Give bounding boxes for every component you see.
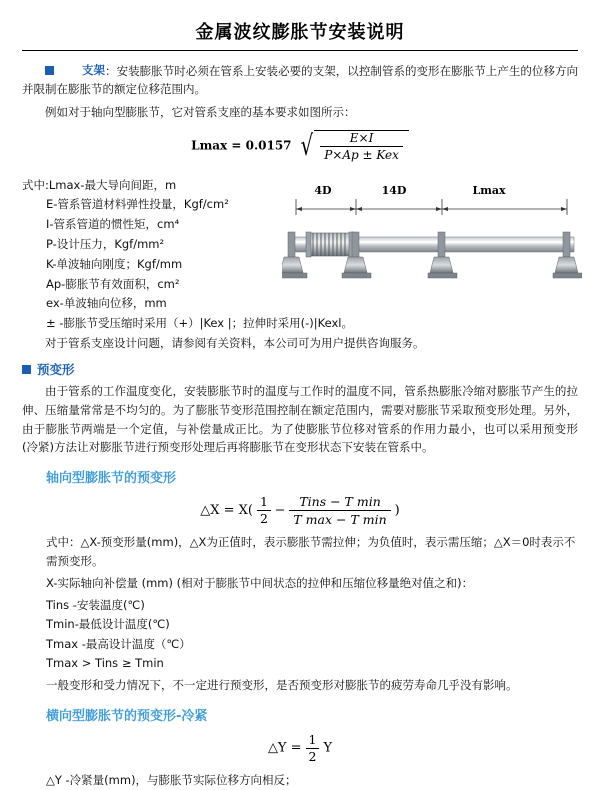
support-section-para1: 安装膨胀节时必须在管系上安装必要的支架，以控制管系的变形在膨胀节上产生的位移方向并限制在膨胀节的额定位移范围内。 bbox=[22, 63, 579, 97]
axial-note-6: 一般变形和受力情况下，不一定进行预变形，是否预变形对膨胀节的疲劳寿命几乎没有影响。 bbox=[46, 677, 518, 692]
support-section-intro: 支架 ：安装膨胀节时必须在管系上安装必要的支架，以控制管系的变形在膨胀节上产生的位移方向并限制在膨胀节的额定位移范围内。 bbox=[22, 63, 579, 97]
lmax-formula bbox=[22, 130, 578, 162]
axial-eq-minus: − bbox=[274, 501, 286, 517]
list-item: P-设计压力，Kgf/mm² bbox=[46, 236, 165, 251]
lateral-eq-lhs: △Y = bbox=[267, 740, 302, 756]
lateral-eq-rhs: Y bbox=[323, 740, 333, 756]
list-item: K-单波轴向刚度；Kgf/mm bbox=[46, 256, 183, 271]
lateral-predeform-equation bbox=[22, 732, 578, 764]
piping-diagram-svg bbox=[282, 199, 582, 304]
predeform-section-para1: 由于管系的工作温度变化，安装膨胀节时的温度与工作时的温度不同，管系热膨胀冷缩对膨胀节产生的拉伸、压缩量常常是不均匀的。为了膨胀节变形范围控制在额定范围内，需要对膨胀节采取预变形处理。另外，由于膨胀节两端是一个定值，与补偿量成正比。为了使膨胀节位移对管系的作用力最小，也可以采用预变形(冷紧)方法让对膨胀节进行预变形处理后再将膨胀节在变形状态下安装在管系中。 bbox=[22, 384, 578, 455]
piping-support-diagram bbox=[282, 199, 582, 309]
square-bullet-icon bbox=[22, 365, 31, 374]
radical-sign-icon: √ bbox=[301, 128, 314, 162]
support-section-closing: 对于管系支座设计问题，请参阅有关资料，本公司可为用户提供咨询服务。 bbox=[45, 335, 425, 350]
figure-label-lmax: Lmax bbox=[472, 183, 506, 197]
square-bullet-icon bbox=[45, 66, 54, 75]
figure-column bbox=[282, 172, 582, 309]
axial-note-4: Tmax -最高设计温度（℃） bbox=[46, 636, 191, 651]
axial-eq-fraction: $\frac{\text{Tins − T min}}{\text{T max − T min}}$ bbox=[289, 494, 390, 527]
lmax-formula-radical bbox=[298, 130, 409, 162]
axial-eq-half: $\frac{1}{2}$ bbox=[257, 494, 271, 526]
list-item: Ap-膨胀节有效面积，cm² bbox=[46, 276, 180, 291]
figure-label-4d: 4D bbox=[314, 183, 332, 197]
axial-note-5: Tmax > Tins ≥ Tmin bbox=[46, 656, 164, 671]
lateral-eq-half: $\frac{1}{2}$ bbox=[306, 732, 320, 764]
axial-predeform-heading: 轴向型膨胀节的预变形 bbox=[46, 470, 177, 486]
definitions-and-figure bbox=[22, 172, 578, 334]
axial-predeform-equation bbox=[22, 494, 578, 527]
list-item: I-管系管道的惯性矩，cm⁴ bbox=[46, 217, 180, 232]
list-item: 式中:Lmax-最大导向间距，m bbox=[22, 177, 177, 192]
page-title: 金属波纹膨胀节安装说明 bbox=[195, 22, 405, 43]
figure-label-14d: 14D bbox=[381, 183, 407, 197]
axial-note-3: Tmin-最低设计温度(℃) bbox=[46, 617, 170, 632]
predeform-section-heading: 预变形 bbox=[22, 360, 578, 378]
axial-note-1: X-实际轴向补偿量 (mm) (相对于膨胀节中间状态的拉伸和压缩位移量绝对值之和)： bbox=[46, 576, 474, 591]
lmax-formula-lhs: Lmax = 0.0157 bbox=[191, 138, 292, 153]
axial-eq-lhs: △X = X( bbox=[200, 502, 253, 518]
lateral-predeform-heading: 横向型膨胀节的预变形-冷紧 bbox=[46, 709, 208, 725]
title-divider bbox=[22, 50, 578, 51]
axial-note-0: 式中：△X-预变形量(mm)，△X为正值时，表示膨胀节需拉伸；为负值时，表示需压缩；△X＝0时表示不需预变形。 bbox=[46, 534, 576, 569]
lmax-formula-numerator: E×I bbox=[320, 131, 403, 147]
lmax-formula-denominator: P×Ap ± Kex bbox=[324, 147, 399, 162]
list-item: E-管系管道材料弹性投量，Kgf/cm² bbox=[46, 197, 229, 212]
axial-note-2: Tins -安装温度(℃) bbox=[46, 597, 145, 612]
support-section-heading: 支架 bbox=[45, 61, 105, 80]
list-item: ex-单波轴向位移，mm bbox=[46, 296, 167, 311]
lateral-note-0: △Y -冷紧量(mm)，与膨胀节实际位移方向相反； bbox=[46, 772, 297, 787]
list-item: ± -膨胀节受压缩时采用（+）|Kex |；拉伸时采用(-)|Kexl。 bbox=[46, 316, 353, 331]
axial-eq-rhs: ) bbox=[394, 502, 400, 518]
figure-dimension-labels bbox=[282, 184, 582, 197]
support-section-para2: 例如对于轴向型膨胀节，它对管系支座的基本要求如图所示： bbox=[45, 105, 356, 120]
